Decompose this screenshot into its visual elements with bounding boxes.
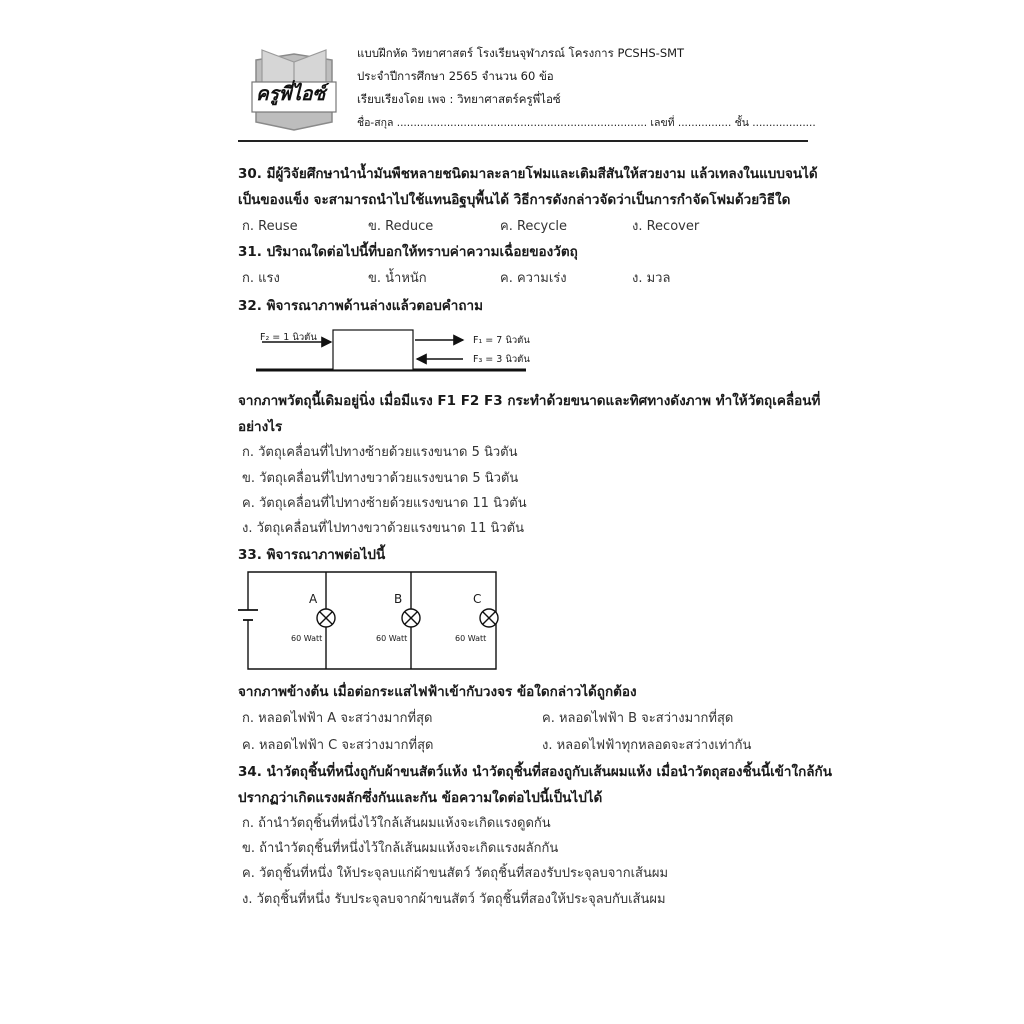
- q30-text-line1: 30. มีผู้วิจัยศึกษานำน้ำมันพืชหลายชนิดมาละลายโฟมและเติมสีสันให้สวยงาม แล้วเทลงในแบบจนได้: [238, 166, 818, 182]
- q33-option-d[interactable]: ง. หลอดไฟฟ้าทุกหลอดจะสว่างเท่ากัน: [542, 738, 752, 753]
- logo-text: ครูพี่ไอซ์: [256, 83, 326, 105]
- lamp-b-label: B: [394, 592, 403, 606]
- q32-option-c[interactable]: ค. วัตถุเคลื่อนที่ไปทางซ้ายด้วยแรงขนาด 11 นิวตัน: [242, 496, 527, 511]
- header-title: แบบฝึกหัด วิทยาศาสตร์ โรงเรียนจุฬาภรณ์ โครงการ PCSHS-SMT: [357, 46, 685, 60]
- q34-option-c[interactable]: ค. วัตถุชิ้นที่หนึ่ง ให้ประจุลบแก่ผ้าขนสัตว์ วัตถุชิ้นที่สองรับประจุลบจากเส้นผม: [242, 866, 669, 881]
- header-divider: [238, 140, 808, 142]
- q31-option-b[interactable]: ข. น้ำหนัก: [368, 271, 427, 286]
- q31-option-c[interactable]: ค. ความเร่ง: [500, 271, 567, 286]
- lamp-c-watt: 60 Watt: [455, 634, 487, 643]
- q34-text-line1: 34. นำวัตถุชิ้นที่หนึ่งถูกับผ้าขนสัตว์แห้ง นำวัตถุชิ้นที่สองถูกับเส้นผมแห้ง เมื่อนำวัตถุสองชิ้นนี้เข้าใกล้กัน: [238, 764, 832, 780]
- lamp-a-label: A: [309, 592, 318, 606]
- q31-text: 31. ปริมาณใดต่อไปนี้ที่บอกให้ทราบค่าความเฉื่อยของวัตถุ: [238, 244, 578, 260]
- q33-text-line2: จากภาพข้างต้น เมื่อต่อกระแสไฟฟ้าเข้ากับวงจร ข้อใดกล่าวได้ถูกต้อง: [238, 684, 637, 700]
- q30-option-c[interactable]: ค. Recycle: [500, 219, 568, 234]
- q32-text: 32. พิจารณาภาพด้านล่างแล้วตอบคำถาม: [238, 298, 484, 314]
- object-box: [333, 330, 413, 370]
- lamp-c-label: C: [473, 592, 482, 606]
- f3-label: F₃ = 3 นิวตัน: [473, 354, 530, 365]
- q32-text-line3: อย่างไร: [238, 419, 283, 435]
- header-author: เรียบเรียงโดย เพจ : วิทยาศาสตร์ครูพี่ไอซ์: [357, 92, 561, 106]
- q33-option-a[interactable]: ก. หลอดไฟฟ้า A จะสว่างมากที่สุด: [242, 711, 433, 726]
- q30-option-d[interactable]: ง. Recover: [632, 219, 700, 234]
- lamp-c-icon: [480, 609, 498, 627]
- q34-option-d[interactable]: ง. วัตถุชิ้นที่หนึ่ง รับประจุลบจากผ้าขนสัตว์ วัตถุชิ้นที่สองให้ประจุลบกับเส้นผม: [242, 892, 666, 907]
- q34-option-a[interactable]: ก. ถ้านำวัตถุชิ้นที่หนึ่งไว้ใกล้เส้นผมแห้งจะเกิดแรงดูดกัน: [242, 816, 551, 831]
- q31-option-a[interactable]: ก. แรง: [242, 271, 280, 286]
- header-year: ประจำปีการศึกษา 2565 จำนวน 60 ข้อ: [357, 69, 554, 83]
- lamp-a-icon: [317, 609, 335, 627]
- q30-text-line2: เป็นของแข็ง จะสามารถนำไปใช้แทนอิฐบุพื้นได้ วิธีการดังกล่าวจัดว่าเป็นการกำจัดโฟมด้วยวิธีใด: [238, 192, 791, 208]
- q33-text: 33. พิจารณาภาพต่อไปนี้: [238, 547, 386, 563]
- q33-option-c[interactable]: ค. หลอดไฟฟ้า C จะสว่างมากที่สุด: [242, 738, 434, 753]
- lamp-a-watt: 60 Watt: [291, 634, 323, 643]
- circuit-diagram: [236, 566, 506, 674]
- q33-option-b[interactable]: ค. หลอดไฟฟ้า B จะสว่างมากที่สุด: [542, 711, 734, 726]
- q32-option-b[interactable]: ข. วัตถุเคลื่อนที่ไปทางขวาด้วยแรงขนาด 5 นิวตัน: [242, 471, 519, 486]
- f2-label: F₂ = 1 นิวตัน: [260, 332, 317, 343]
- q31-option-d[interactable]: ง. มวล: [632, 271, 671, 286]
- q32-option-a[interactable]: ก. วัตถุเคลื่อนที่ไปทางซ้ายด้วยแรงขนาด 5 นิวตัน: [242, 445, 518, 460]
- q30-option-a[interactable]: ก. Reuse: [242, 219, 298, 234]
- header-student-fields: ชื่อ-สกุล ........................................................................... เลขที่ ................ ชั้น ...................: [357, 117, 816, 129]
- lamp-b-watt: 60 Watt: [376, 634, 408, 643]
- q34-option-b[interactable]: ข. ถ้านำวัตถุชิ้นที่หนึ่งไว้ใกล้เส้นผมแห้งจะเกิดแรงผลักกัน: [242, 841, 559, 856]
- q30-option-b[interactable]: ข. Reduce: [368, 219, 434, 234]
- q34-text-line2: ปรากฏว่าเกิดแรงผลักซึ่งกันและกัน ข้อความใดต่อไปนี้เป็นไปได้: [238, 790, 603, 806]
- f1-label: F₁ = 7 นิวตัน: [473, 335, 530, 346]
- q32-text-line2: จากภาพวัตถุนี้เดิมอยู่นิ่ง เมื่อมีแรง F1 F2 F3 กระทำด้วยขนาดและทิศทางดังภาพ ทำให้วัตถุเคลื่อนที่: [238, 393, 821, 409]
- q32-option-d[interactable]: ง. วัตถุเคลื่อนที่ไปทางขวาด้วยแรงขนาด 11 นิวตัน: [242, 521, 524, 536]
- lamp-b-icon: [402, 609, 420, 627]
